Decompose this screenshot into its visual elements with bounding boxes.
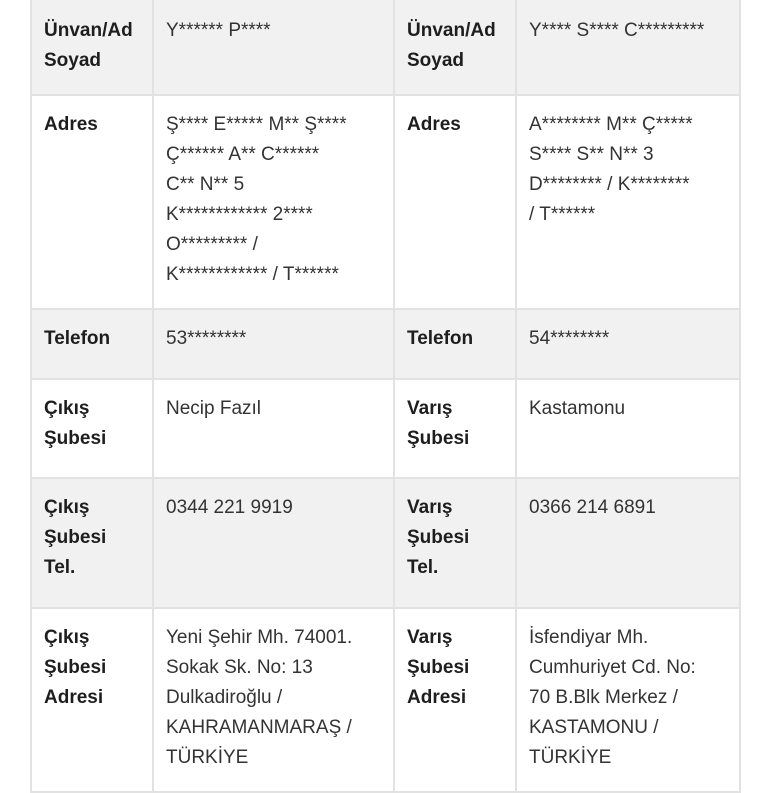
origin-branch-address-label: Çıkış Şubesi Adresi [31,608,153,792]
address-line: 70 B.Blk Merkez / [529,687,678,708]
address-line: / T****** [529,204,596,225]
sender-address-value [153,95,394,309]
receiver-phone-label: Telefon [394,309,516,379]
address-line: C** N** 5 [166,174,245,195]
receiver-name-value: Y**** S**** C********* [516,0,740,95]
table-row-branch-phone [31,478,740,608]
address-line: Ç****** A** C****** [166,144,320,165]
address-line: İsfendiyar Mh. [529,627,649,648]
origin-branch-phone-label: Çıkış Şubesi Tel. [31,478,153,608]
destination-branch-phone-value: 0366 214 6891 [516,478,740,608]
receiver-address-label: Adres [394,95,516,309]
destination-branch-label: Varış Şubesi [394,379,516,478]
sender-phone-label: Telefon [31,309,153,379]
origin-branch-label: Çıkış Şubesi [31,379,153,478]
origin-branch-phone-value: 0344 221 9919 [153,478,394,608]
address-line: KAHRAMANMARAŞ / [166,717,352,738]
address-line: S**** S** N** 3 [529,144,654,165]
sender-name-value: Y****** P**** [153,0,394,95]
shipment-details [30,0,739,793]
receiver-phone-value: 54******** [516,309,740,379]
receiver-address-value [516,95,740,309]
address-line: Cumhuriyet Cd. No: [529,657,696,678]
table-row-branch-address [31,608,740,792]
address-line: K************ / T****** [166,264,339,285]
table-row-branch [31,379,740,478]
destination-branch-value: Kastamonu [516,379,740,478]
address-line: O********* / [166,234,258,255]
address-line: K************ 2**** [166,204,313,225]
address-line: D******** / K******** [529,174,690,195]
sender-address-label: Adres [31,95,153,309]
address-line: Sokak Sk. No: 13 [166,657,313,678]
address-line: Dulkadiroğlu / [166,687,283,708]
origin-branch-value: Necip Fazıl [153,379,394,478]
origin-branch-address-value [153,608,394,792]
sender-name-label: Ünvan/Ad Soyad [31,0,153,95]
address-line: A******** M** Ç***** [529,114,693,135]
destination-branch-address-value [516,608,740,792]
sender-phone-value: 53******** [153,309,394,379]
sender-receiver-table [30,0,741,793]
destination-branch-address-label: Varış Şubesi Adresi [394,608,516,792]
address-line: TÜRKİYE [529,747,612,768]
table-row-address [31,95,740,309]
receiver-name-label: Ünvan/Ad Soyad [394,0,516,95]
address-line: KASTAMONU / [529,717,659,738]
table-row-name [31,0,740,95]
address-line: TÜRKİYE [166,747,249,768]
address-line: Yeni Şehir Mh. 74001. [166,627,353,648]
destination-branch-phone-label: Varış Şubesi Tel. [394,478,516,608]
address-line: Ş**** E***** M** Ş**** [166,114,347,135]
table-row-phone [31,309,740,379]
